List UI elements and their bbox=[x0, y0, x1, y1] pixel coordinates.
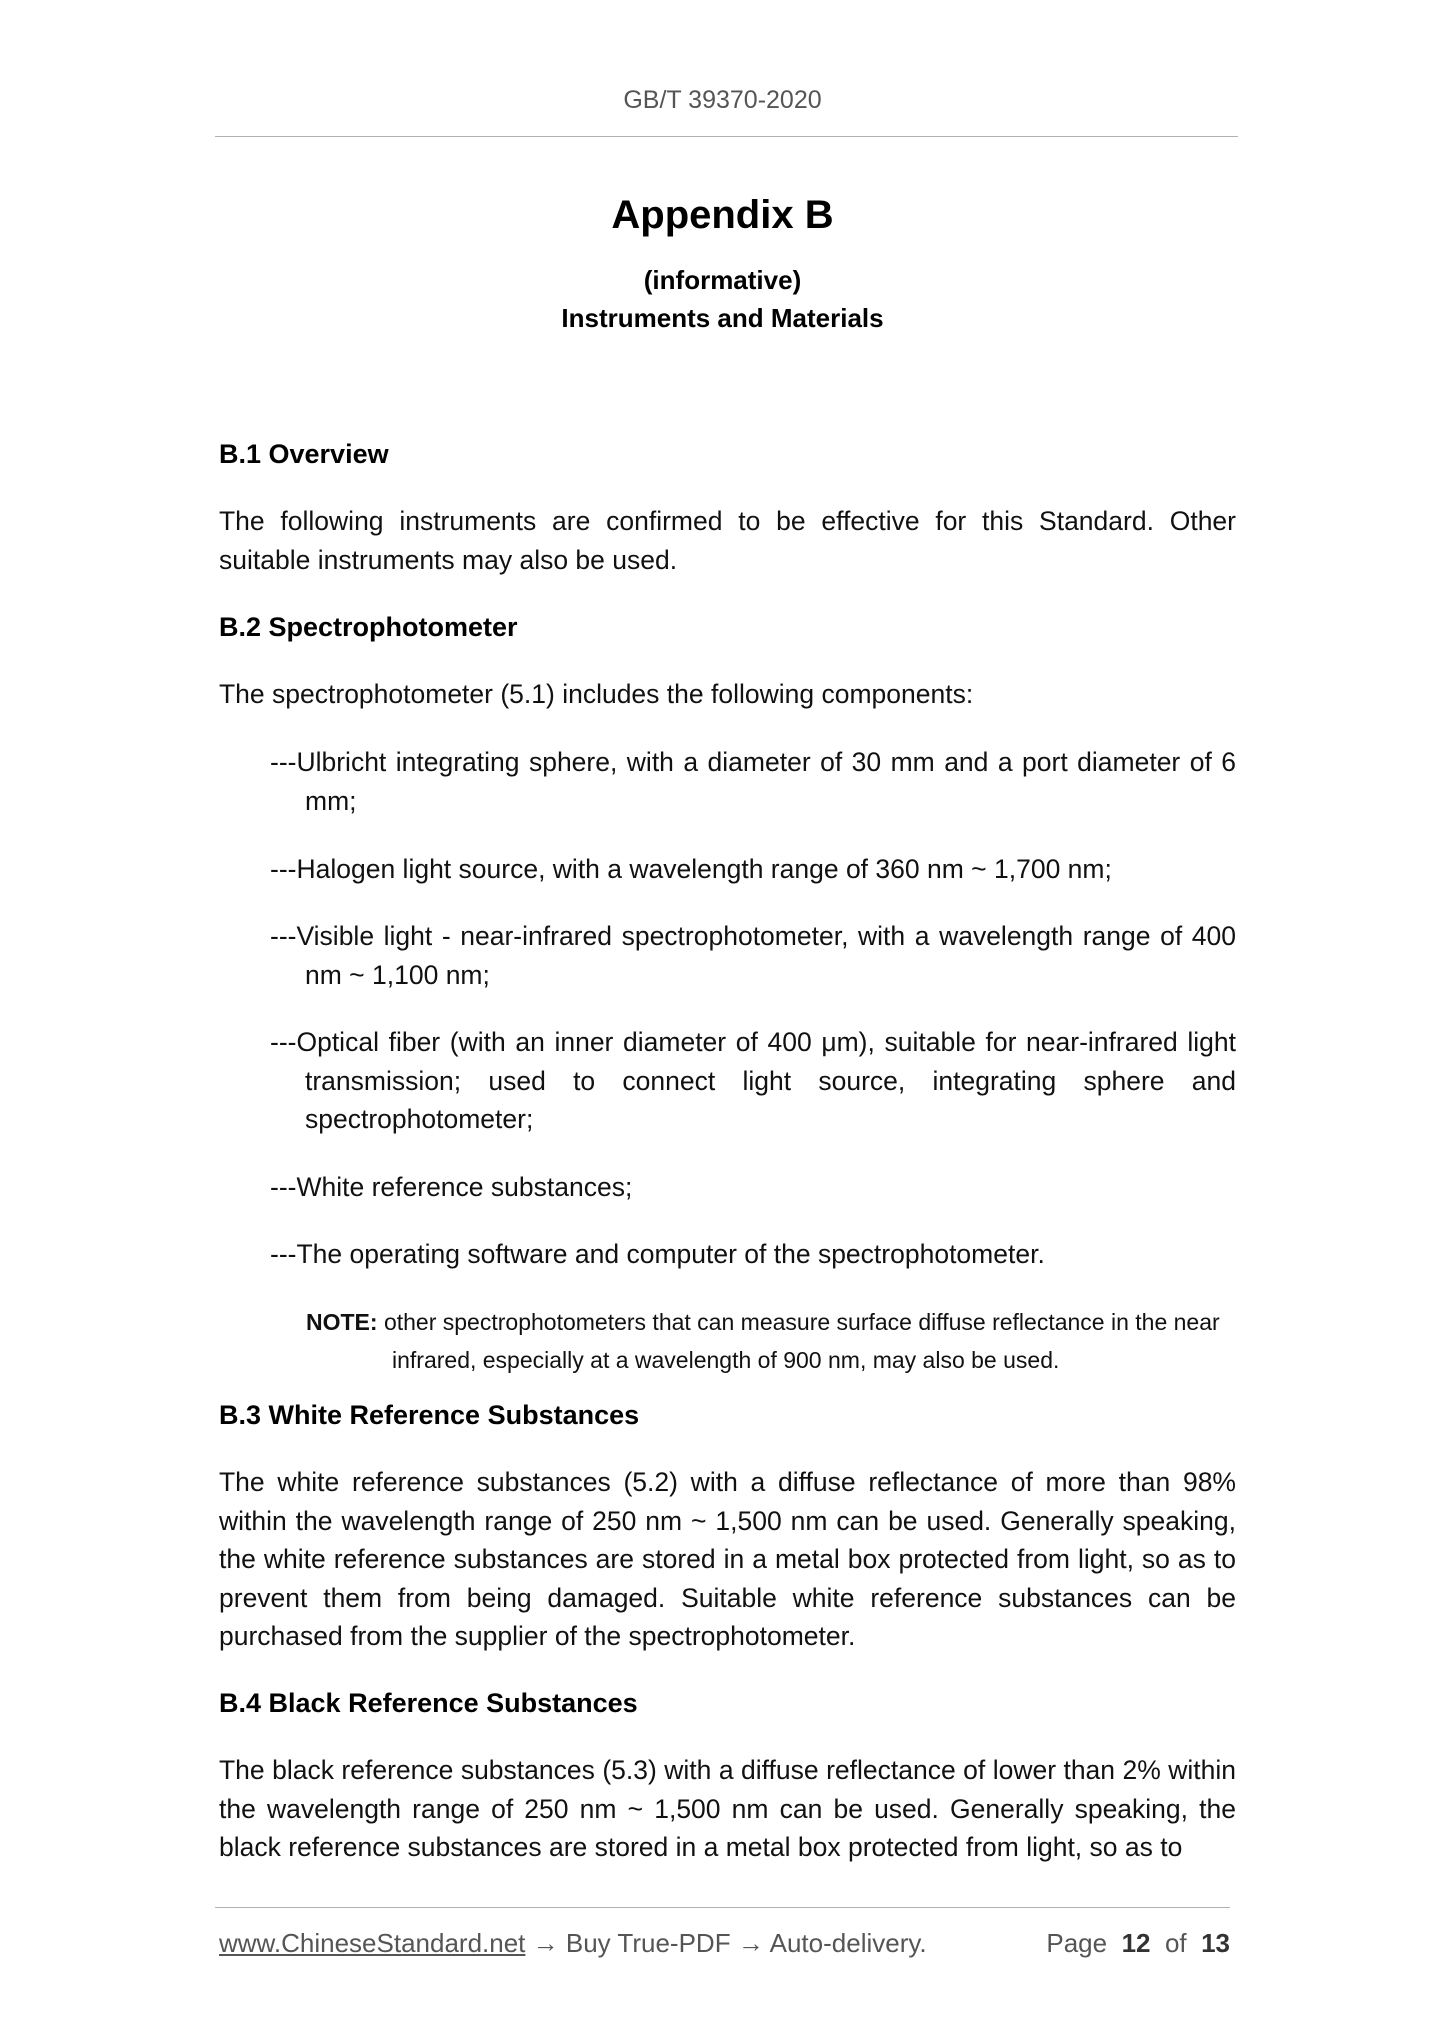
list-item bbox=[270, 1168, 1236, 1207]
section-heading-b4: B.4 Black Reference Substances bbox=[219, 1688, 638, 1718]
delivery-text: Auto-delivery. bbox=[769, 1928, 927, 1958]
total-pages: 13 bbox=[1201, 1928, 1230, 1958]
list-item bbox=[270, 850, 1236, 889]
buy-text: Buy True-PDF bbox=[565, 1928, 731, 1958]
list-item-text: ---The operating software and computer of the spectrophotometer. bbox=[270, 1239, 1045, 1269]
note-label: NOTE: bbox=[306, 1309, 378, 1335]
list-item-text: ---Optical fiber (with an inner diameter of 400 μm), suitable for near-infrared light transmission; used to connect light source, integrating sphere and spectrophotometer; bbox=[270, 1027, 1236, 1134]
section-b2-intro: The spectrophotometer (5.1) includes the following components: bbox=[219, 679, 974, 709]
list-item bbox=[270, 743, 1236, 820]
site-link[interactable]: www.ChineseStandard.net bbox=[219, 1928, 526, 1958]
doc-code: GB/T 39370-2020 bbox=[623, 86, 822, 114]
list-item bbox=[270, 1235, 1236, 1274]
appendix-subtitle: Instruments and Materials bbox=[561, 303, 884, 333]
page-number: 12 bbox=[1121, 1928, 1151, 1958]
page-indicator bbox=[1046, 1928, 1230, 1959]
header-divider bbox=[215, 136, 1238, 137]
of-word: of bbox=[1164, 1928, 1187, 1958]
appendix-type: (informative) bbox=[643, 265, 802, 295]
list-item-text: ---Halogen light source, with a wavelength range of 360 nm ~ 1,700 nm; bbox=[270, 854, 1112, 884]
section-heading-b1: B.1 Overview bbox=[219, 439, 389, 469]
page-footer bbox=[219, 1928, 1230, 1959]
note bbox=[306, 1303, 1236, 1379]
list-item bbox=[270, 917, 1236, 994]
page-word: Page bbox=[1046, 1928, 1108, 1958]
list-item-text: ---Ulbricht integrating sphere, with a diameter of 30 mm and a port diameter of 6 mm; bbox=[270, 747, 1236, 816]
arrow-icon: → bbox=[532, 1928, 559, 1958]
section-b4-text: The black reference substances (5.3) with a diffuse reflectance of lower than 2% within the wavelength range of 250 nm ~ 1,500 nm can be used. Generally speaking, the black reference substances are stored in a metal box protected from light, so as to bbox=[219, 1755, 1236, 1862]
list-item-text: ---White reference substances; bbox=[270, 1172, 633, 1202]
list-item bbox=[270, 1023, 1236, 1139]
list-item-text: ---Visible light - near-infrared spectrophotometer, with a wavelength range of 400 nm ~ 1,100 nm; bbox=[270, 921, 1236, 990]
section-heading-b2: B.2 Spectrophotometer bbox=[219, 612, 518, 642]
footer-divider bbox=[215, 1907, 1230, 1908]
section-b3-text: The white reference substances (5.2) with a diffuse reflectance of more than 98% within the wavelength range of 250 nm ~ 1,500 nm can be used. Generally speaking, the white reference substances are stored in a metal box protected from light, so as to prevent them from being damaged. Suitable white reference substances can be purchased from the supplier of the spectrophotometer. bbox=[219, 1467, 1236, 1651]
section-b1-text: The following instruments are confirmed to be effective for this Standard. Other suitable instruments may also be used. bbox=[219, 506, 1236, 575]
note-text: other spectrophotometers that can measure surface diffuse reflectance in the near infrared, especially at a wavelength of 900 nm, may also be used. bbox=[383, 1309, 1220, 1373]
arrow-icon: → bbox=[737, 1928, 764, 1958]
section-heading-b3: B.3 White Reference Substances bbox=[219, 1400, 640, 1430]
appendix-title: Appendix B bbox=[611, 193, 834, 237]
